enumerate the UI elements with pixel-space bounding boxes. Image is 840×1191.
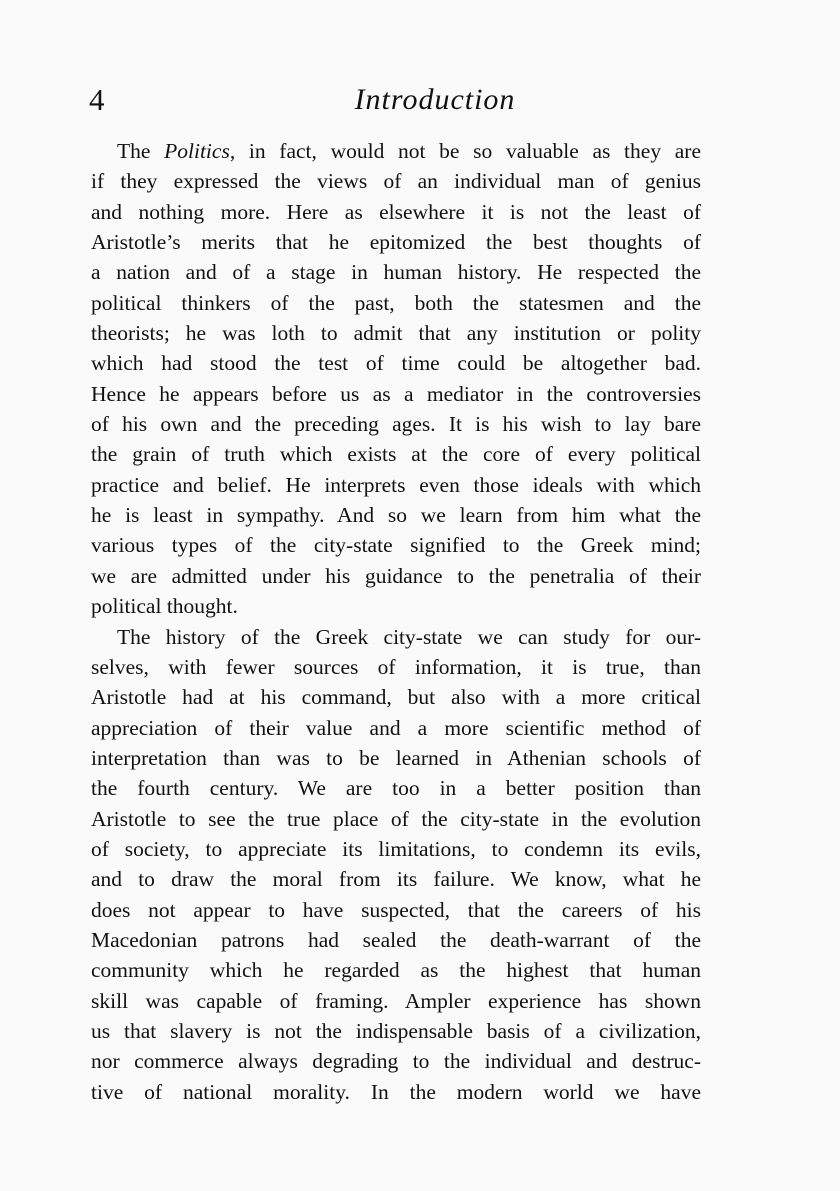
text-line: Aristotle’s merits that he epitomized the best thoughts of xyxy=(91,230,701,255)
text-line: which had stood the test of time could be altogether bad. xyxy=(91,351,701,376)
text-line: Macedonian patrons had sealed the death-warrant of the xyxy=(91,927,701,952)
text-line: the grain of truth which exists at the core of every political xyxy=(91,442,701,467)
text-line: and to draw the moral from its failure. We know, what he xyxy=(91,867,701,892)
text-line: a nation and of a stage in human history. He respected the xyxy=(91,260,701,285)
paragraph-1 xyxy=(91,136,701,622)
text-line: selves, with fewer sources of information, it is true, than xyxy=(91,654,701,679)
page-number: 4 xyxy=(89,82,105,117)
running-title: Introduction xyxy=(354,83,516,116)
text-line: us that slavery is not the indispensable basis of a civilization, xyxy=(91,1018,701,1043)
text-line: we are admitted under his guidance to the penetralia of their xyxy=(91,563,701,588)
paragraph-2 xyxy=(91,622,701,1108)
text-line: the fourth century. We are too in a better position than xyxy=(91,776,701,801)
text-line: and nothing more. Here as elsewhere it is not the least of xyxy=(91,199,701,224)
text-line: interpretation than was to be learned in Athenian schools of xyxy=(91,745,701,770)
text-line: practice and belief. He interprets even those ideals with which xyxy=(91,472,701,497)
italic-title: Politics xyxy=(164,139,230,163)
text-line: The Politics, in fact, would not be so valuable as they are xyxy=(117,139,701,163)
text-line: of his own and the preceding ages. It is his wish to lay bare xyxy=(91,412,701,437)
text-line: various types of the city-state signified to the Greek mind; xyxy=(91,533,701,558)
text-line: political thought. xyxy=(91,594,238,619)
text-line: of society, to appreciate its limitations, to condemn its evils, xyxy=(91,836,701,861)
text-line: does not appear to have suspected, that the careers of his xyxy=(91,897,701,922)
body-text xyxy=(91,136,701,1107)
text-line: he is least in sympathy. And so we learn from him what the xyxy=(91,503,701,528)
text-line: The history of the Greek city-state we can study for our- xyxy=(117,624,701,649)
text-line: Aristotle to see the true place of the city-state in the evolution xyxy=(91,806,701,831)
text-line: tive of national morality. In the modern world we have xyxy=(91,1079,701,1104)
text-line: if they expressed the views of an individual man of genius xyxy=(91,169,701,194)
text-line: nor commerce always degrading to the individual and destruc- xyxy=(91,1049,701,1074)
text-line: theorists; he was loth to admit that any institution or polity xyxy=(91,321,701,346)
text-line: Aristotle had at his command, but also with a more critical xyxy=(91,685,701,710)
text-line: skill was capable of framing. Ampler experience has shown xyxy=(91,988,701,1013)
text-line: appreciation of their value and a more scientific method of xyxy=(91,715,701,740)
text-line: political thinkers of the past, both the statesmen and the xyxy=(91,290,701,315)
text-line: Hence he appears before us as a mediator in the controversies xyxy=(91,381,701,406)
text-line: community which he regarded as the highest that human xyxy=(91,958,701,983)
